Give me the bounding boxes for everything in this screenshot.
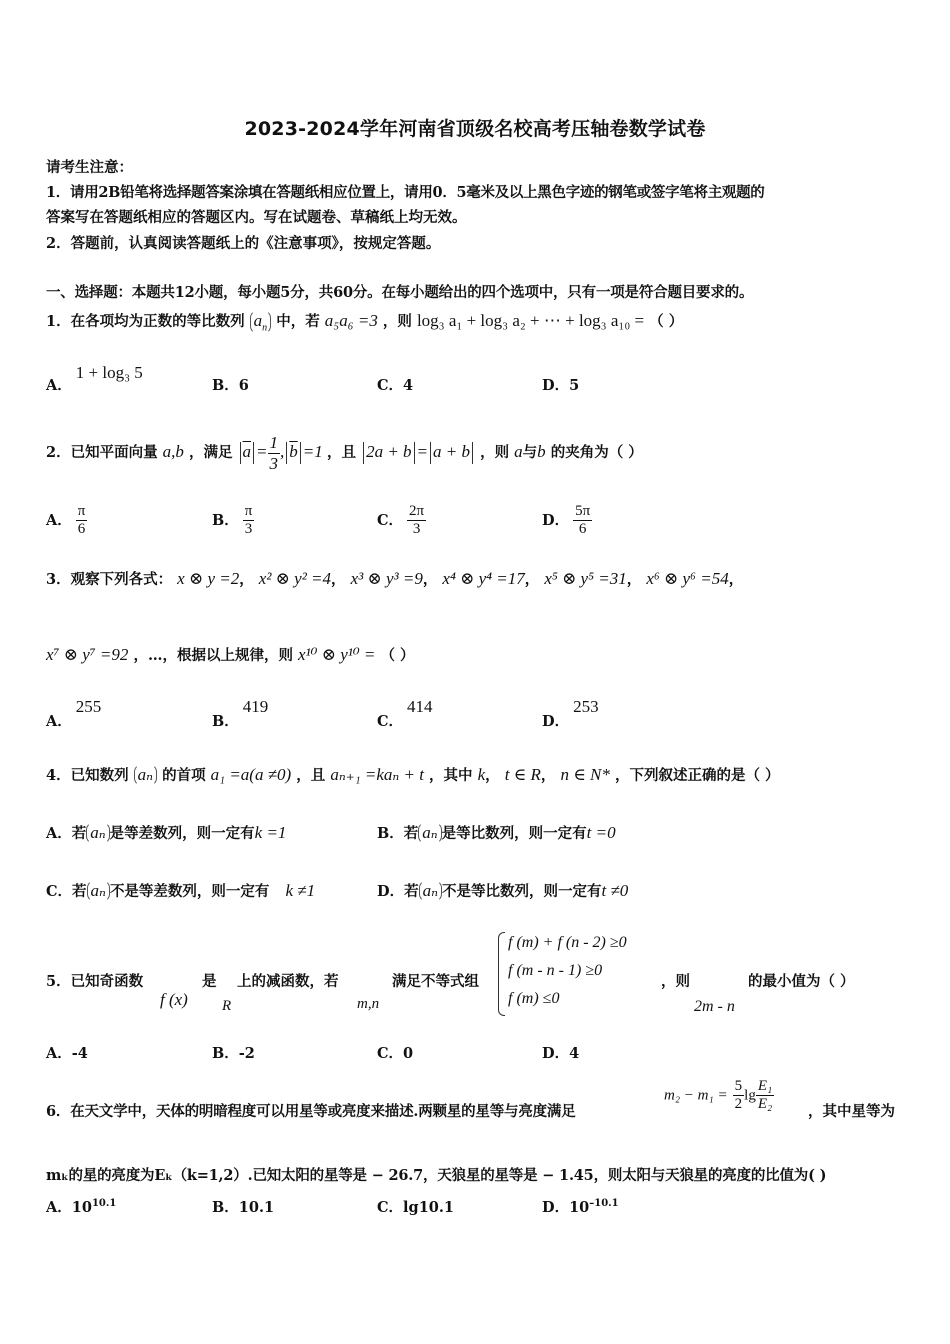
q4-sequence: aₙ [134, 764, 157, 786]
q5-sys-2: f (m - n - 1) ≥0 [508, 962, 603, 979]
q2-option-c[interactable]: C． $\frac{2\pi}{3}$ [377, 503, 425, 538]
q3-expr-5: x⁵ ⊗ y⁵ =31 [544, 569, 627, 588]
q5-option-a[interactable]: A．-4 [46, 1045, 88, 1062]
q1-expression: log₃ a₁ + log₃ a₂ + ⋯ + log₃ a₁₀ = [416, 311, 645, 330]
q6-option-a[interactable]: A．$10^{10.1}$ [46, 1198, 117, 1216]
q3-expr-2: x² ⊗ y² =4 [258, 569, 332, 588]
q4-where: ，其中 [429, 767, 473, 784]
q2-mid: ，满足 [188, 444, 233, 461]
q4-option-d[interactable]: D．若 aₙ 不是等比数列，则一定有t ≠0 [377, 881, 629, 900]
q4-prefix: 4．已知数列 [46, 767, 129, 784]
q5-ask: 的最小值为（ ） [748, 973, 855, 990]
q6-formula: m₂ − m₁ = $\frac{5}{2}$ lg $\frac{\text{E₁}}{\text{E₂}}$ [664, 1078, 773, 1113]
q2-ask: 的夹角为（ ） [550, 444, 643, 461]
question-1 [46, 310, 683, 334]
q3-option-b[interactable]: B．419 [212, 697, 269, 730]
page-title: 2023-2024学年河南省顶级名校高考压轴卷数学试卷 [244, 118, 706, 140]
q2-b: b [537, 442, 546, 461]
q2-then: ，则 [480, 444, 510, 461]
q3-target: x¹⁰ ⊗ y¹⁰ = [298, 645, 376, 664]
q1-condition: a₅a₆ =3 [324, 311, 378, 330]
q5-target: 2m - n [694, 998, 735, 1015]
q5-prefix: 5．已知奇函数 [46, 973, 144, 990]
notice-heading: 请考生注意： [46, 159, 133, 176]
q3-dots: ，…，根据以上规律，则 [133, 647, 293, 664]
question-2 [46, 424, 643, 481]
question-3-line-2 [46, 644, 415, 665]
q3-paren: （ ） [380, 647, 415, 664]
q4-first: 的首项 [162, 767, 206, 784]
q5-option-c[interactable]: C．0 [377, 1045, 414, 1062]
q4-cond-1: a₁ =a(a ≠0) [210, 765, 292, 784]
q4-option-c[interactable]: C．若 aₙ 不是等差数列，则一定有 k ≠1 [46, 881, 316, 900]
q2-option-b[interactable]: B． $\frac{\pi}{3}$ [212, 503, 253, 538]
question-3: 3．观察下列各式： x ⊗ y =2， x² ⊗ y² =4， x³ ⊗ y³ =9， x⁴ ⊗ y⁴ =17， x⁵ ⊗ y⁵ =31， x⁶ ⊗ y⁶ =54， [46, 569, 744, 588]
q5-R: R [222, 998, 232, 1014]
q3-prefix: 3．观察下列各式： [46, 571, 173, 588]
q3-expr-3: x³ ⊗ y³ =9 [350, 569, 423, 588]
q6-option-d[interactable]: D．$10^{-10.1}$ [542, 1198, 619, 1216]
q3-option-d[interactable]: D．253 [542, 697, 599, 730]
q1-paren: （ ） [649, 313, 684, 330]
q4-option-a[interactable]: A．若 aₙ 是等差数列，则一定有k =1 [46, 823, 287, 842]
q2-vars: a,b [162, 442, 184, 461]
q2-option-a[interactable]: A． $\frac{\pi}{6}$ [46, 503, 86, 538]
question-4: 4．已知数列 aₙ 的首项 a₁ =a(a ≠0) ，且 aₙ₊₁ =kaₙ + t ，其中 k， t ∈ R， n ∈ N* ，下列叙述正确的是（ ） [46, 765, 780, 784]
notice-line-1: 1．请用2B铅笔将选择题答案涂填在答题纸相应位置上，请用0．5毫米及以上黑色字迹的钢笔或签字笔将主观题的 [46, 184, 765, 201]
q2-prefix: 2．已知平面向量 [46, 444, 158, 461]
q2-a: a [514, 442, 523, 461]
q5-then: ，则 [661, 973, 690, 990]
q5-option-b[interactable]: B．-2 [212, 1045, 255, 1062]
notice-line-3: 2．答题前，认真阅读答题纸上的《注意事项》，按规定答题。 [46, 235, 441, 252]
q2-and: ，且 [327, 444, 356, 461]
q1-option-d[interactable]: D．5 [542, 377, 580, 394]
q1-mid: 中，若 [276, 313, 320, 330]
q6-line-1: 6．在天文学中，天体的明暗程度可以用星等或亮度来描述.两颗星的星等与亮度满足 [46, 1103, 576, 1120]
q4-cond-2: aₙ₊₁ =kaₙ + t [330, 765, 424, 784]
q2-with: 与 [522, 444, 538, 461]
q5-on: 上的减函数，若 [237, 973, 339, 990]
q5-system-brace [498, 932, 505, 1016]
q3-expr-6: x⁶ ⊗ y⁶ =54 [646, 569, 729, 588]
section-heading: 一、选择题：本题共12小题，每小题5分，共60分。在每小题给出的四个选项中，只有一项是符合题目要求的。 [46, 284, 754, 301]
q5-option-d[interactable]: D．4 [542, 1045, 580, 1062]
q2-condition-2: 2a + b = a + b [361, 442, 475, 461]
q3-option-c[interactable]: C．414 [377, 697, 433, 730]
q1-prefix: 1．在各项均为正数的等比数列 [46, 313, 245, 330]
q4-option-b[interactable]: B．若 aₙ 是等比数列，则一定有t =0 [377, 823, 616, 842]
q2-condition-1: $\overline{a}$ = $\frac{1}{3}$ , $\overline{b} =1$ [238, 442, 327, 461]
q1-then: ，则 [382, 313, 412, 330]
q4-n: n ∈ N* [560, 765, 610, 784]
q5-mn: m,n [357, 996, 380, 1012]
q5-sys-3: f (m) ≤0 [508, 990, 560, 1007]
q6-option-b[interactable]: B．10.1 [212, 1199, 275, 1216]
q6-line-2: mₖ的星的亮度为Eₖ（k=1,2）.已知太阳的星等是 − 26.7，天狼星的星等是 − 1.45，则太阳与天狼星的亮度的比值为( ) [46, 1167, 827, 1184]
q4-k: k [477, 765, 486, 784]
q4-ask: ，下列叙述正确的是（ ） [614, 767, 780, 784]
q3-expr-7: x⁷ ⊗ y⁷ =92 [46, 645, 129, 664]
q3-option-a[interactable]: A．255 [46, 697, 102, 730]
q3-expr-1: x ⊗ y =2 [177, 569, 240, 588]
q1-option-c[interactable]: C．4 [377, 377, 414, 394]
q6-line-1-tail: ，其中星等为 [808, 1103, 895, 1120]
q5-is: 是 [202, 973, 217, 990]
q5-sat: 满足不等式组 [392, 973, 479, 990]
q5-fx: f (x) [160, 990, 188, 1009]
q4-t: t ∈ R [504, 765, 541, 784]
q1-sequence: $a_n$ [250, 310, 272, 334]
q1-option-b[interactable]: B．6 [212, 377, 249, 394]
q6-option-c[interactable]: C．lg10.1 [377, 1199, 455, 1216]
q5-sys-1: f (m) + f (n - 2) ≥0 [508, 934, 627, 951]
q4-and: ，且 [296, 767, 326, 784]
q3-expr-4: x⁴ ⊗ y⁴ =17 [442, 569, 525, 588]
q1-option-a[interactable]: A．1 + log₃ 5 [46, 363, 143, 394]
q2-option-d[interactable]: D． $\frac{5\pi}{6}$ [542, 503, 591, 538]
notice-line-2: 答案写在答题纸相应的答题区内。写在试题卷、草稿纸上均无效。 [46, 209, 467, 226]
